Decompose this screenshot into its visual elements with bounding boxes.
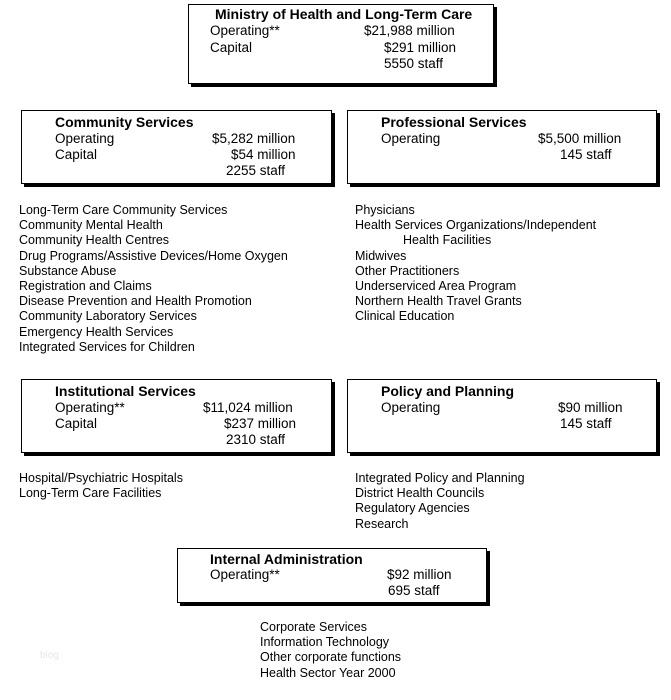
list-item: Community Mental Health bbox=[19, 218, 163, 233]
list-item: Health Sector Year 2000 bbox=[260, 665, 396, 680]
list-item: Midwives bbox=[355, 248, 407, 263]
internal-operating-value: $92 million bbox=[387, 567, 452, 582]
institutional-services-title: Institutional Services bbox=[55, 383, 196, 399]
ministry-capital-label: Capital bbox=[210, 40, 253, 55]
list-item: Other corporate functions bbox=[260, 650, 402, 665]
institutional-capital-value: $237 million bbox=[224, 416, 297, 431]
policy-operating-label: Operating bbox=[381, 400, 441, 415]
list-item: Corporate Services bbox=[260, 620, 367, 634]
list-item: Integrated Services for Children bbox=[19, 339, 195, 354]
list-item: Physicians bbox=[355, 203, 415, 217]
list-item: Emergency Health Services bbox=[19, 324, 174, 339]
institutional-operating-value: $11,024 million bbox=[203, 400, 293, 415]
list-item: Research bbox=[355, 516, 409, 531]
policy-staff: 145 staff bbox=[560, 416, 612, 431]
institutional-services-list bbox=[19, 471, 183, 501]
policy-planning-list bbox=[355, 471, 525, 532]
list-item: Hospital/Psychiatric Hospitals bbox=[19, 471, 183, 485]
watermark-text: blog bbox=[40, 650, 59, 661]
ministry-operating-label: Operating** bbox=[210, 23, 280, 38]
list-item: Disease Prevention and Health Promotion bbox=[19, 294, 252, 309]
institutional-staff: 2310 staff bbox=[226, 432, 286, 447]
internal-administration-title: Internal Administration bbox=[210, 551, 363, 567]
list-item: Long-Term Care Facilities bbox=[19, 486, 162, 501]
list-item: Northern Health Travel Grants bbox=[355, 294, 522, 309]
list-item: Registration and Claims bbox=[19, 278, 152, 293]
professional-operating-value: $5,500 million bbox=[538, 131, 622, 146]
internal-operating-label: Operating** bbox=[210, 567, 280, 582]
list-item: Information Technology bbox=[260, 635, 390, 650]
professional-staff: 145 staff bbox=[560, 147, 612, 162]
list-item: Clinical Education bbox=[355, 309, 455, 324]
ministry-operating-value: $21,988 million bbox=[364, 23, 455, 38]
list-item: Health Services Organizations/Independent bbox=[355, 218, 597, 233]
ministry-title: Ministry of Health and Long-Term Care bbox=[215, 6, 473, 22]
professional-services-list bbox=[355, 203, 596, 325]
list-item: Drug Programs/Assistive Devices/Home Oxygen bbox=[19, 248, 288, 263]
list-item: Other Practitioners bbox=[355, 263, 460, 278]
institutional-operating-label: Operating** bbox=[55, 400, 125, 415]
community-capital-label: Capital bbox=[55, 147, 98, 162]
professional-services-title: Professional Services bbox=[381, 114, 527, 130]
community-capital-value: $54 million bbox=[231, 147, 296, 162]
community-services-list bbox=[19, 203, 288, 355]
list-item: Substance Abuse bbox=[19, 263, 117, 278]
internal-administration-list bbox=[260, 620, 401, 681]
policy-planning-title: Policy and Planning bbox=[381, 383, 515, 399]
ministry-staff: 5550 staff bbox=[384, 56, 444, 71]
professional-operating-label: Operating bbox=[381, 131, 441, 146]
internal-staff: 695 staff bbox=[388, 583, 440, 598]
list-item: Health Facilities bbox=[403, 233, 492, 248]
ministry-capital-value: $291 million bbox=[384, 40, 457, 55]
list-item: Community Laboratory Services bbox=[19, 309, 197, 324]
list-item: Community Health Centres bbox=[19, 233, 170, 248]
community-services-title: Community Services bbox=[55, 114, 194, 130]
list-item: Integrated Policy and Planning bbox=[355, 471, 525, 485]
list-item: District Health Councils bbox=[355, 486, 485, 501]
list-item: Underserviced Area Program bbox=[355, 278, 517, 293]
policy-operating-value: $90 million bbox=[558, 400, 623, 415]
list-item: Long-Term Care Community Services bbox=[19, 203, 228, 217]
institutional-capital-label: Capital bbox=[55, 416, 98, 431]
community-operating-value: $5,282 million bbox=[212, 131, 296, 146]
list-item: Regulatory Agencies bbox=[355, 501, 470, 516]
community-staff: 2255 staff bbox=[226, 163, 286, 178]
community-operating-label: Operating bbox=[55, 131, 115, 146]
